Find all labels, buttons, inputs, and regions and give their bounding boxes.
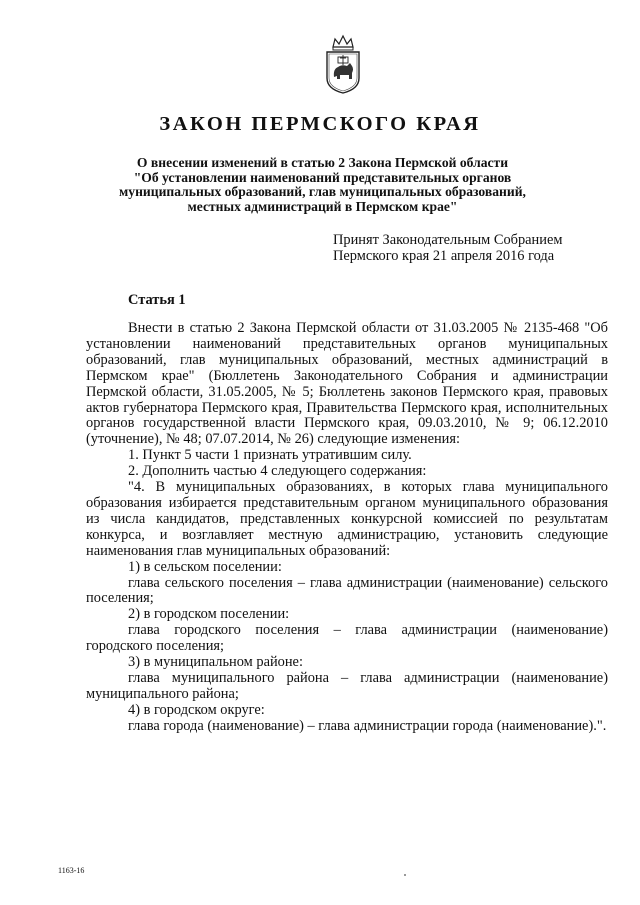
perm-krai-coat-of-arms-icon — [323, 33, 363, 95]
article-paragraph: глава муниципального района – глава администрации (наименование) муниципального района; — [86, 669, 608, 702]
scan-mark — [404, 874, 406, 876]
article-paragraph: глава городского поселения – глава администрации (наименование) городского поселения; — [86, 622, 608, 655]
adoption-line: Принят Законодательным Собранием — [333, 232, 563, 248]
article-paragraph: Внести в статью 2 Закона Пермской области от 31.03.2005 № 2135-468 "Об установлении наименований представительных органов муниципальных образований, глав муниципальных образований, местных администраций в Пермском крае" (Бюллетень Законодательного Собрания и администрации Пермской области, 31.05.2005, № 5; Бюллетень законов Пермского края, правовых актов губернатора Пермского края, Правительства Пермского края, исполнительных органов государственной власти Пермского края, 09.03.2010, № 9; 06.12.2010 (уточнение), № 48; 07.07.2014, № 26) следующие изменения: — [86, 320, 608, 448]
article-paragraph: 4) в городском округе: — [128, 701, 265, 718]
article-heading: Статья 1 — [128, 292, 186, 308]
article-paragraph: глава города (наименование) – глава администрации города (наименование).". — [128, 717, 607, 734]
article-body — [86, 321, 608, 735]
law-subtitle — [95, 156, 550, 214]
subtitle-line: "Об установлении наименований представительных органов — [133, 169, 512, 185]
article-paragraph: 2) в городском поселении: — [128, 606, 290, 623]
subtitle-line: муниципальных образований, глав муниципальных образований, — [119, 184, 526, 199]
subtitle-line: О внесении изменений в статью 2 Закона Пермской области — [136, 155, 509, 170]
article-paragraph: 1. Пункт 5 части 1 признать утратившим силу. — [128, 447, 412, 464]
article-paragraph: "4. В муниципальных образованиях, в которых глава муниципального образования избирается представительным органом муниципального образования из числа кандидатов, представленных конкурсной комиссией по результатам конкурса, и возглавляет местную администрацию, установить следующие наименования глав муниципальных образований: — [86, 479, 608, 559]
subtitle-line: местных администраций в Пермском крае" — [187, 198, 458, 214]
document-code: 1163-16 — [58, 866, 85, 875]
article-paragraph: глава сельского поселения – глава администрации (наименование) сельского поселения; — [86, 574, 608, 607]
adoption-line: Пермского края 21 апреля 2016 года — [333, 247, 555, 264]
article-paragraph: 2. Дополнить частью 4 следующего содержания: — [128, 463, 427, 480]
article-paragraph: 1) в сельском поселении: — [128, 558, 282, 575]
adoption-note — [333, 233, 562, 264]
law-title: ЗАКОН ПЕРМСКОГО КРАЯ — [159, 113, 481, 135]
article-paragraph: 3) в муниципальном районе: — [128, 654, 303, 671]
